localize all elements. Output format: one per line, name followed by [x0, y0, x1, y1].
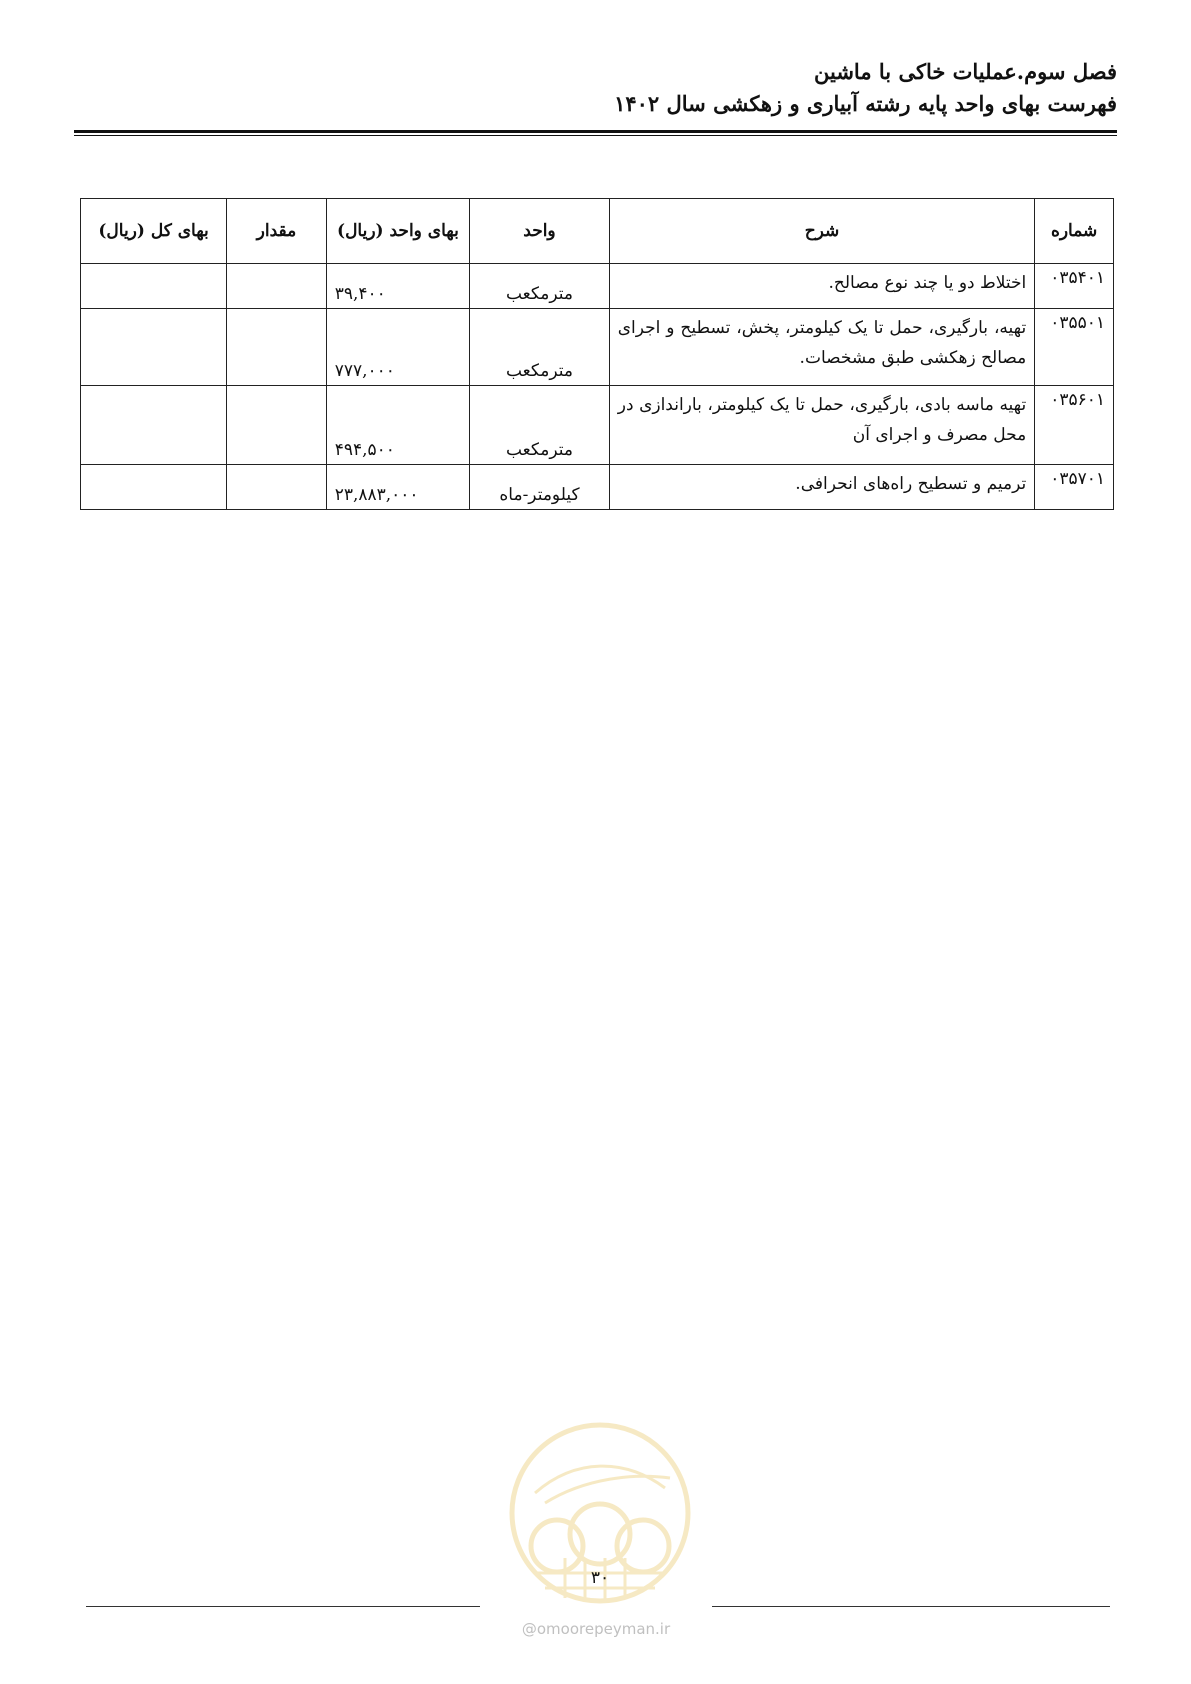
row-unit-price: ۳۹,۴۰۰ [326, 264, 470, 309]
row-description: ترمیم و تسطیح راه‌های انحرافی. [609, 465, 1035, 510]
table-row [81, 386, 1114, 465]
row-unit: کیلومتر-ماه [470, 465, 610, 510]
price-table [80, 198, 1114, 510]
row-number: ۰۳۵۴۰۱ [1035, 264, 1114, 309]
table-row [81, 465, 1114, 510]
page-number: ۳۰ [590, 1568, 610, 1588]
col-header-unit-price: بهای واحد (ریال) [326, 199, 470, 264]
row-total-price[interactable] [81, 264, 227, 309]
footer-rule-left [86, 1606, 480, 1607]
row-number: ۰۳۵۵۰۱ [1035, 309, 1114, 386]
row-description: تهیه، بارگیری، حمل تا یک کیلومتر، پخش، تسطیح و اجرای مصالح زهکشی طبق مشخصات. [609, 309, 1035, 386]
row-number: ۰۳۵۶۰۱ [1035, 386, 1114, 465]
row-unit: مترمکعب [470, 386, 610, 465]
row-total-price[interactable] [81, 465, 227, 510]
row-quantity[interactable] [227, 309, 327, 386]
col-header-unit: واحد [470, 199, 610, 264]
page-header [74, 56, 1117, 120]
col-header-total-price: بهای کل (ریال) [81, 199, 227, 264]
chapter-title: فصل سوم.عملیات خاکی با ماشین [814, 59, 1117, 84]
header-rule-thin [74, 135, 1117, 136]
table-header-row [81, 199, 1114, 264]
col-header-quantity: مقدار [227, 199, 327, 264]
row-number: ۰۳۵۷۰۱ [1035, 465, 1114, 510]
row-description: اختلاط دو یا چند نوع مصالح. [609, 264, 1035, 309]
footer-rule-right [712, 1606, 1110, 1607]
col-header-number: شماره [1035, 199, 1114, 264]
table-row [81, 309, 1114, 386]
row-quantity[interactable] [227, 264, 327, 309]
footer-website[interactable]: @omoorepeyman.ir [521, 1620, 671, 1638]
row-total-price[interactable] [81, 386, 227, 465]
col-header-description: شرح [609, 199, 1035, 264]
row-unit-price: ۷۷۷,۰۰۰ [326, 309, 470, 386]
row-unit: مترمکعب [470, 264, 610, 309]
row-unit-price: ۲۳,۸۸۳,۰۰۰ [326, 465, 470, 510]
row-unit-price: ۴۹۴,۵۰۰ [326, 386, 470, 465]
catalog-title: فهرست بهای واحد پایه رشته آبیاری و زهکشی سال ۱۴۰۲ [614, 91, 1117, 116]
row-description: تهیه ماسه بادی، بارگیری، حمل تا یک کیلومتر، باراندازی در محل مصرف و اجرای آن [609, 386, 1035, 465]
row-quantity[interactable] [227, 465, 327, 510]
table-row [81, 264, 1114, 309]
row-quantity[interactable] [227, 386, 327, 465]
row-unit: مترمکعب [470, 309, 610, 386]
row-total-price[interactable] [81, 309, 227, 386]
header-rule-thick [74, 130, 1117, 133]
